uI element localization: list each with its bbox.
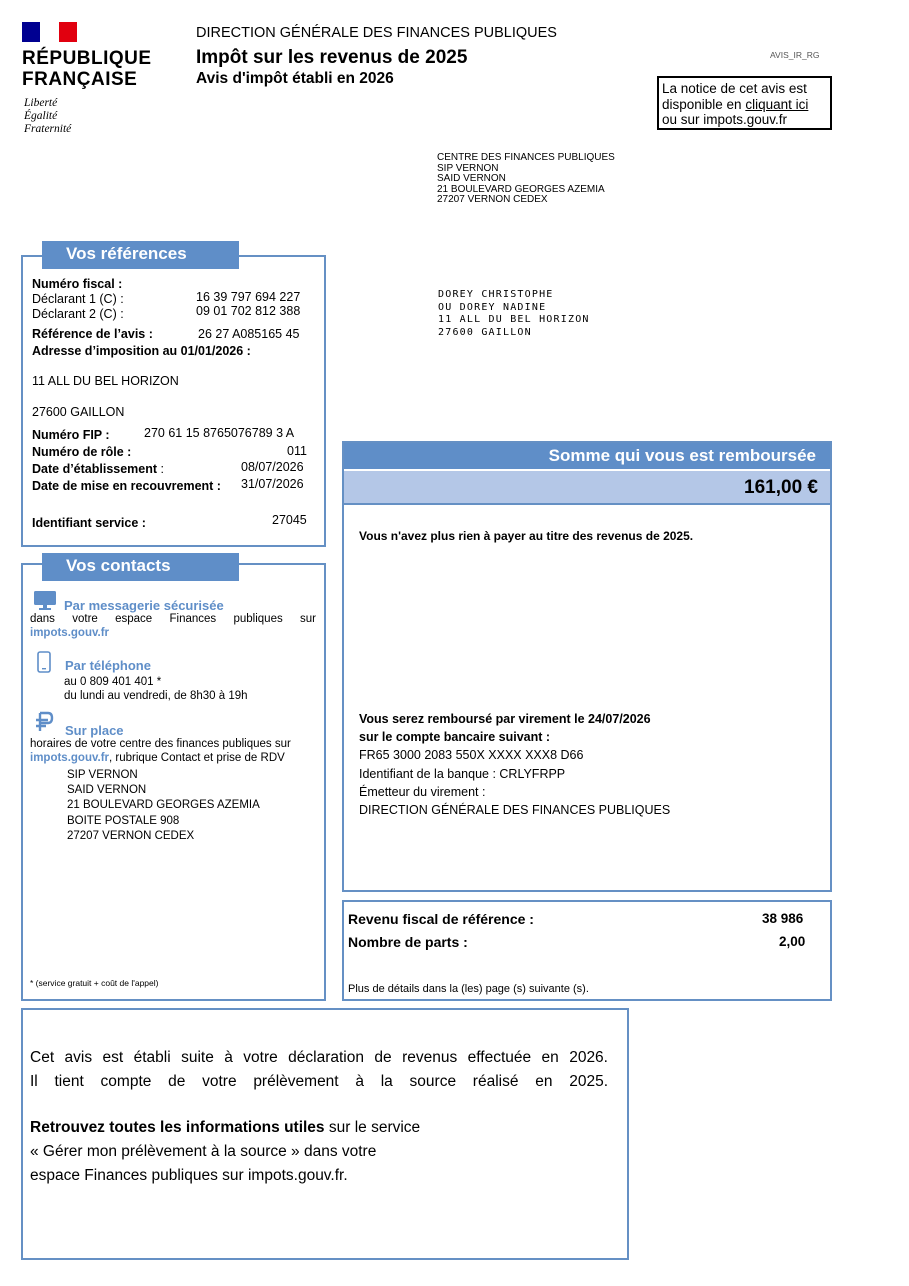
messagerie-text: dans votre espace Finances publiques sur: [30, 613, 316, 625]
document-code: AVIS_IR_RG: [770, 50, 820, 60]
adresse-line1: 11 ALL DU BEL HORIZON: [32, 374, 179, 388]
logo-line2: FRANÇAISE: [22, 69, 138, 90]
messagerie-link[interactable]: impots.gouv.fr: [30, 627, 110, 639]
info-line3: [30, 1116, 420, 1140]
sip-address-line: 27207 VERNON CEDEX: [67, 829, 195, 842]
notice-box: [657, 76, 832, 130]
adresse-line2: 27600 GAILLON: [32, 405, 125, 419]
place-link[interactable]: impots.gouv.fr: [30, 752, 110, 764]
tel-footnote: * (service gratuit + coût de l'appel): [30, 978, 159, 988]
refund-divider: [344, 503, 830, 505]
parts-value: 2,00: [779, 934, 806, 949]
declarant2-label: Déclarant 2 (C) :: [32, 307, 124, 321]
motto-egalite: Égalité: [24, 110, 58, 122]
numero-fiscal-label: Numéro fiscal :: [32, 277, 123, 291]
phone-icon: [37, 651, 51, 673]
fip-label: Numéro FIP :: [32, 428, 110, 442]
refund-title: Somme qui vous est remboursée: [344, 443, 830, 471]
republique-francaise-logo: [22, 22, 152, 137]
virement-line1: Vous serez remboursé par virement le 24/07/2026: [359, 712, 651, 726]
place-title: Sur place: [65, 723, 124, 738]
header-org: DIRECTION GÉNÉRALE DES FINANCES PUBLIQUES: [196, 25, 557, 41]
role-label: Numéro de rôle :: [32, 445, 132, 459]
service-label: Identifiant service :: [32, 516, 146, 530]
emetteur-label: Émetteur du virement :: [359, 785, 486, 799]
header-title: Impôt sur les revenus de 2025: [196, 47, 468, 68]
adresse-label: Adresse d’imposition au 01/01/2026 :: [32, 344, 251, 358]
ref-avis-value: 26 27 A085165 45: [198, 327, 300, 341]
recipient-line: 27600 GAILLON: [438, 326, 532, 338]
refund-box: [342, 441, 832, 892]
place-line2: [30, 751, 285, 766]
finances-publiques-icon: [34, 711, 54, 733]
date-etab-value: 08/07/2026: [241, 460, 304, 474]
centre-address: [437, 153, 615, 206]
notice-link[interactable]: cliquant ici: [745, 96, 809, 112]
sip-address-line: SIP VERNON: [67, 769, 138, 781]
parts-label: Nombre de parts :: [348, 934, 468, 950]
tel-title: Par téléphone: [65, 658, 151, 673]
rfr-value: 38 986: [762, 911, 804, 926]
iban: FR65 3000 2083 550X XXXX XXX8 D66: [359, 748, 584, 762]
centre-line: CENTRE DES FINANCES PUBLIQUES: [437, 152, 615, 163]
declarant1-value: 16 39 797 694 227: [196, 290, 301, 304]
declarant2-value: 09 01 702 812 388: [196, 304, 301, 318]
info-line1: Cet avis est établi suite à votre déclaration de revenus effectuée en 2026.: [30, 1049, 608, 1066]
info-line5: espace Finances publiques sur impots.gouv.fr.: [30, 1167, 348, 1184]
tel-number: au 0 809 401 401 *: [64, 676, 162, 688]
fip-value: 270 61 15 8765076789 3 A: [144, 426, 295, 440]
flag-icon: [22, 22, 77, 42]
role-value: 011: [287, 444, 307, 458]
header-subtitle: Avis d'impôt établi en 2026: [196, 70, 394, 87]
motto-liberte: Liberté: [24, 97, 58, 109]
notice-line3: ou sur impots.gouv.fr: [662, 112, 788, 127]
messagerie-title: Par messagerie sécurisée: [64, 598, 224, 613]
details-note: Plus de détails dans la (les) page (s) suivante (s).: [348, 983, 589, 995]
virement-line2: sur le compte bancaire suivant :: [359, 730, 551, 744]
centre-line: SIP VERNON: [437, 162, 499, 174]
contacts-title: Vos contacts: [42, 553, 239, 581]
references-title: Vos références: [42, 241, 239, 269]
recipient-line: 11 ALL DU BEL HORIZON: [438, 314, 590, 325]
computer-icon: [32, 590, 58, 612]
motto-fraternite: Fraternité: [24, 123, 72, 135]
recipient-address: [438, 289, 590, 339]
bank-id: Identifiant de la banque : CRLYFRPP: [359, 767, 566, 781]
date-etab-colon: :: [157, 462, 164, 476]
ref-avis-label: Référence de l’avis :: [32, 327, 153, 341]
info-line3-rest: sur le service: [324, 1119, 421, 1136]
refund-amount: 161,00 €: [344, 469, 830, 503]
recipient-line: OU DOREY NADINE: [438, 301, 547, 313]
date-etab-row: [32, 462, 164, 476]
sip-address-line: SAID VERNON: [67, 784, 147, 797]
place-line2-rest: , rubrique Contact et prise de RDV: [109, 752, 285, 764]
recipient-line: DOREY CHRISTOPHE: [438, 289, 554, 300]
info-line3-bold: Retrouvez toutes les informations utiles: [30, 1119, 325, 1136]
date-etab-label: Date d’établissement: [32, 462, 158, 476]
centre-line: 27207 VERNON CEDEX: [437, 194, 548, 205]
date-recouv-value: 31/07/2026: [241, 477, 304, 491]
rfr-label: Revenu fiscal de référence :: [348, 911, 534, 927]
declarant1-label: Déclarant 1 (C) :: [32, 292, 124, 306]
sip-address-line: 21 BOULEVARD GEORGES AZEMIA: [67, 799, 260, 812]
nothing-to-pay: Vous n'avez plus rien à payer au titre des revenus de 2025.: [359, 529, 694, 543]
sip-address-line: BOITE POSTALE 908: [67, 814, 180, 827]
date-recouv-label: Date de mise en recouvrement :: [32, 479, 221, 493]
info-line2: Il tient compte de votre prélèvement à la source réalisé en 2025.: [30, 1073, 608, 1090]
sip-address: [67, 768, 260, 844]
place-line1: horaires de votre centre des finances publiques sur: [30, 738, 291, 750]
notice-line2: disponible en: [662, 96, 746, 112]
notice-line1: La notice de cet avis est: [662, 81, 807, 96]
emetteur-value: DIRECTION GÉNÉRALE DES FINANCES PUBLIQUES: [359, 803, 671, 817]
logo-line1: RÉPUBLIQUE: [22, 48, 152, 69]
service-value: 27045: [272, 513, 307, 527]
centre-line: SAID VERNON: [437, 173, 506, 184]
centre-line: 21 BOULEVARD GEORGES AZEMIA: [437, 183, 605, 195]
info-line4: « Gérer mon prélèvement à la source » dans votre: [30, 1143, 377, 1160]
tel-hours: du lundi au vendredi, de 8h30 à 19h: [64, 690, 248, 702]
